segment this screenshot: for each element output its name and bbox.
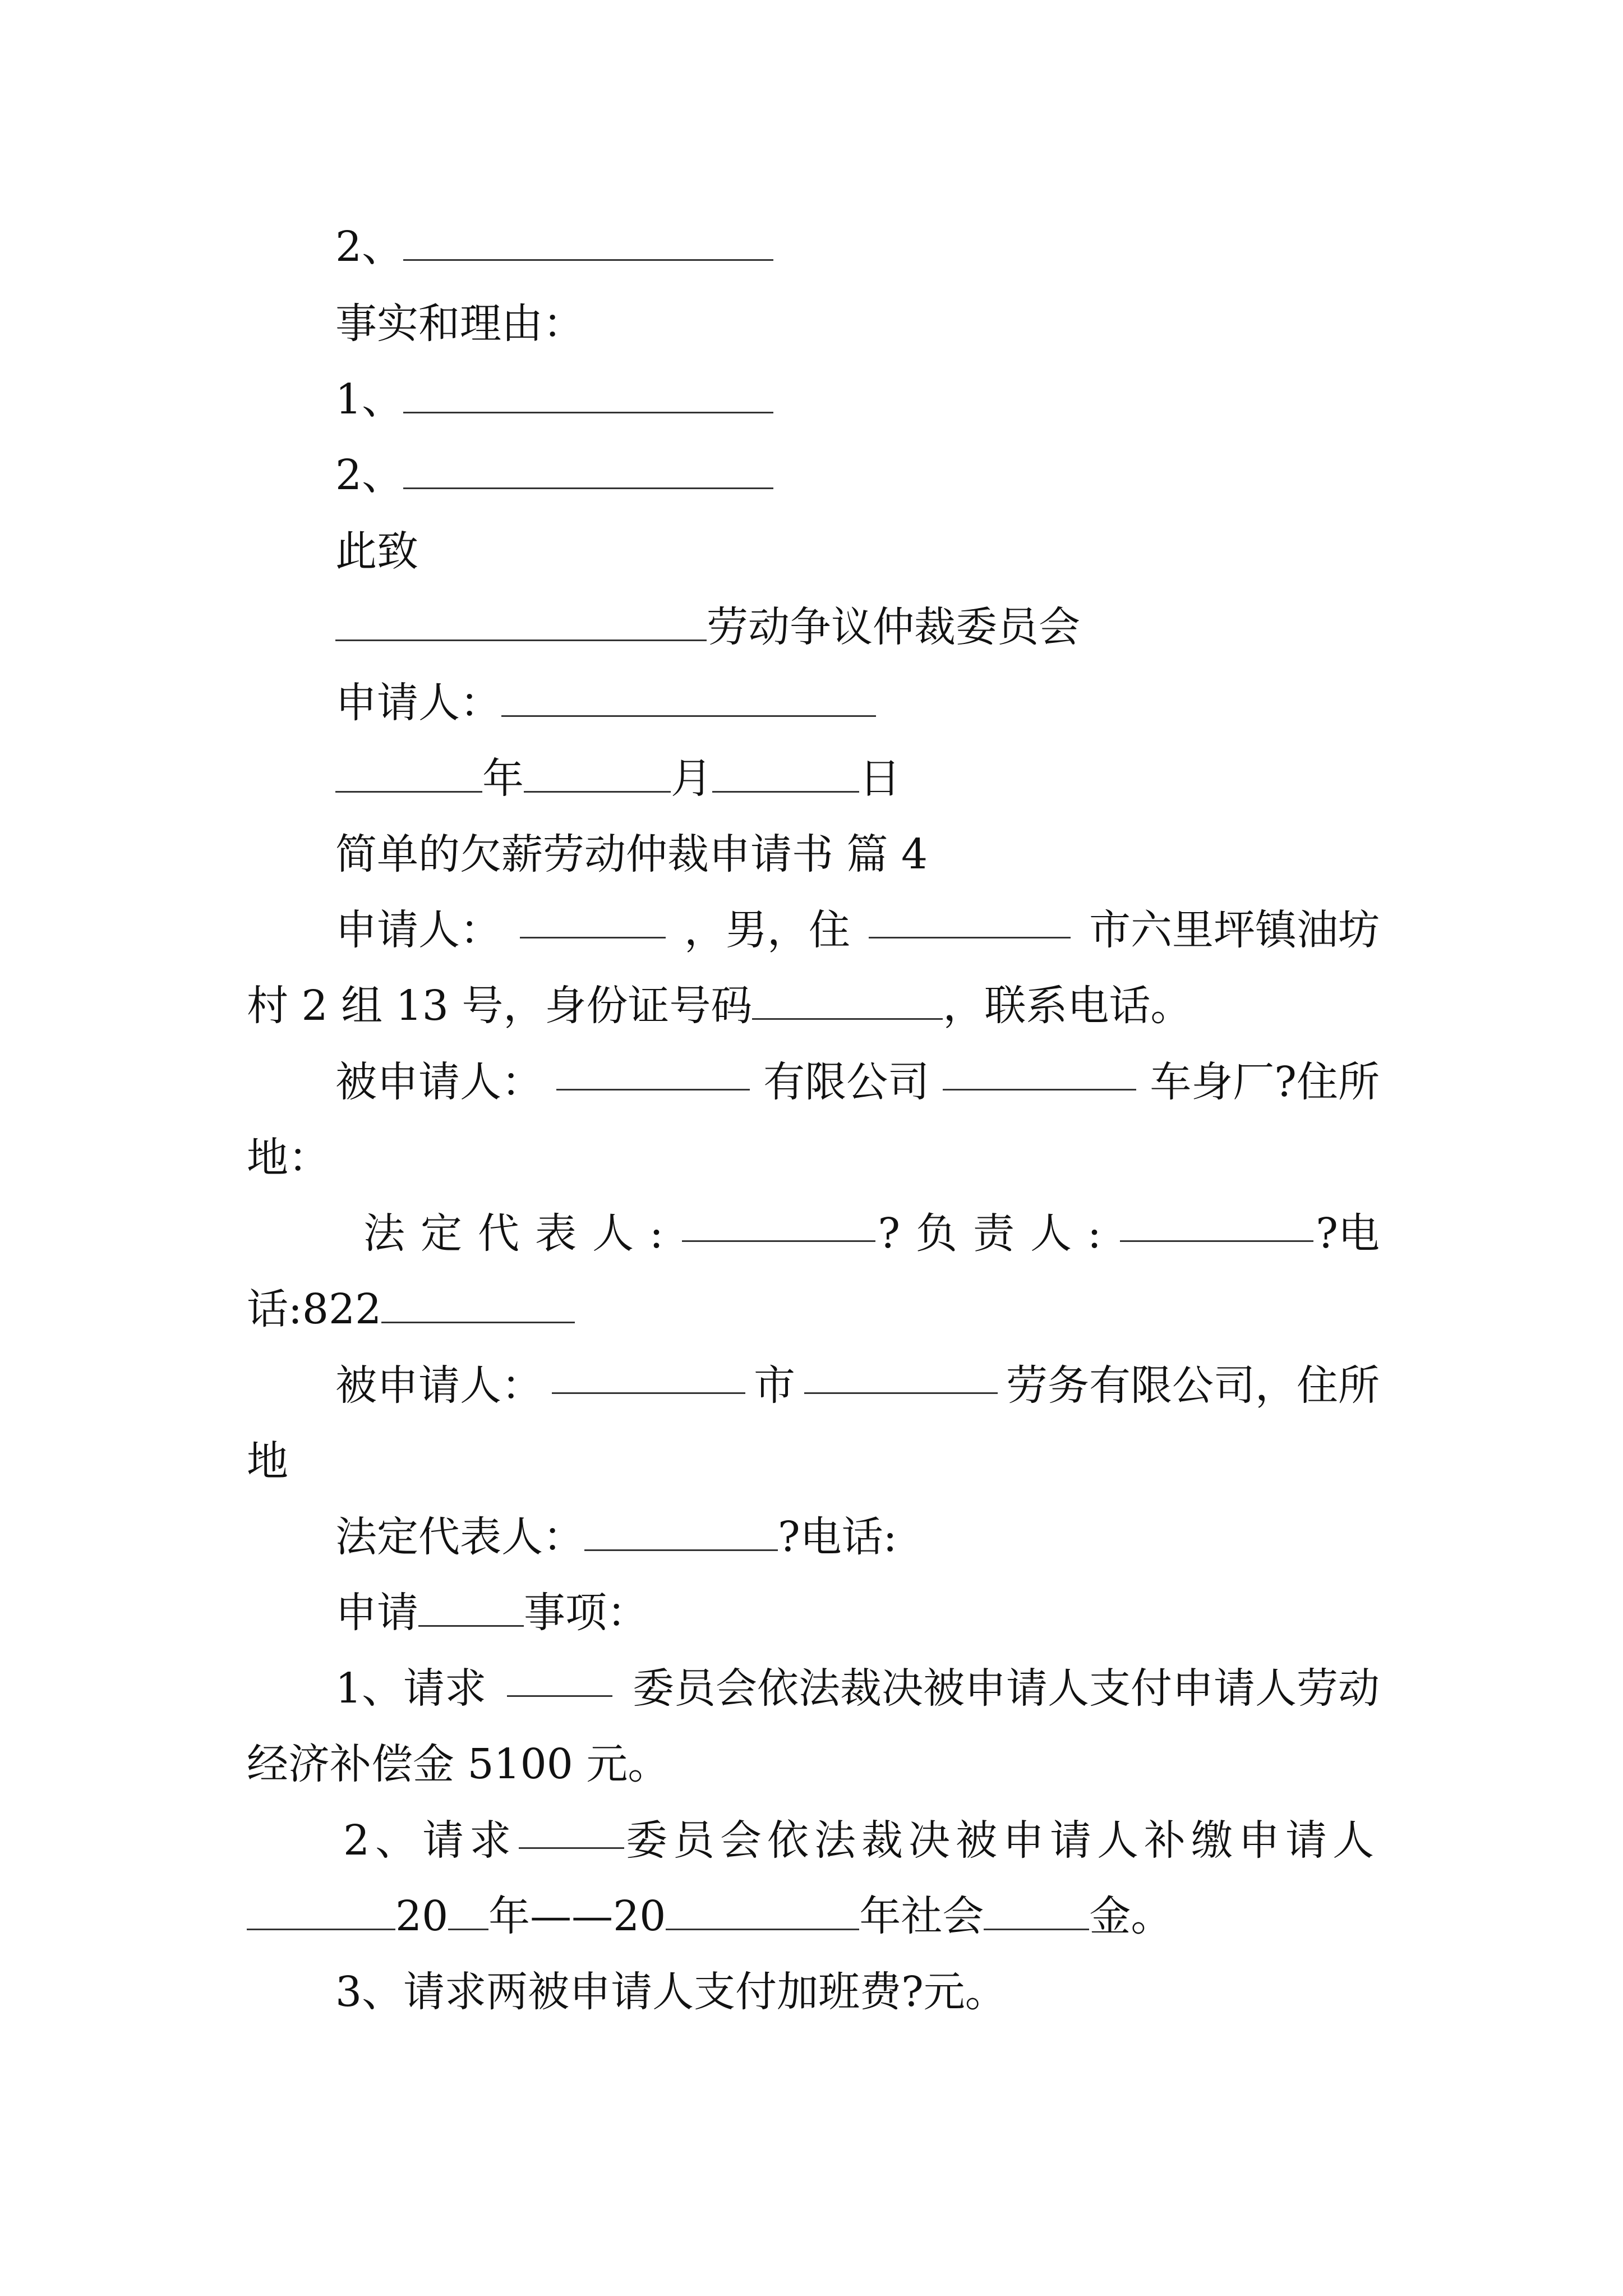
address-label: 地： <box>247 1134 330 1182</box>
request-item-1-line-2 <box>247 1733 1380 1795</box>
item-number: 1、 <box>335 375 404 424</box>
fill-blank <box>507 1658 612 1697</box>
fill-blank <box>403 222 773 261</box>
fill-blank <box>519 1810 624 1849</box>
legal-rep-line <box>363 1203 1380 1264</box>
phone-text: ，联系电话。 <box>943 982 1192 1030</box>
fill-blank <box>524 753 671 793</box>
applicant-label: 申请人： <box>335 906 501 954</box>
applicant-info-line <box>335 899 1380 961</box>
request-text: 2、请求 <box>343 1816 517 1865</box>
company-text: 有限公司 <box>763 1058 930 1106</box>
phone-text: 话:822 <box>247 1285 382 1333</box>
request-item-3 <box>335 1961 1468 2023</box>
request-detail: 经济补偿金 5100 元。 <box>247 1740 670 1788</box>
legal-rep-line-2 <box>335 1506 1468 1568</box>
address-label: 地 <box>247 1437 288 1485</box>
facts-heading <box>335 293 1468 355</box>
respondent-1-line <box>335 1051 1380 1113</box>
responsible-label: ?负责人: <box>878 1209 1117 1258</box>
fill-blank <box>682 1203 875 1242</box>
respondent-2-line <box>335 1355 1380 1416</box>
city-text: 市 <box>754 1361 795 1410</box>
fill-blank <box>804 1355 998 1394</box>
matters-label: 事项： <box>524 1589 648 1637</box>
social-text: 年社会 <box>859 1892 984 1940</box>
fact-item-1 <box>335 369 1468 430</box>
phone-line <box>247 1278 1380 1340</box>
section-title-text: 简单的欠薪劳动仲裁申请书 篇 4 <box>335 830 928 878</box>
fill-blank <box>403 450 773 489</box>
item-number: 2、 <box>335 223 404 271</box>
request-text: 1、请求 <box>335 1664 487 1713</box>
fact-item-2 <box>335 444 1468 506</box>
item-2-blank-line <box>335 216 1468 278</box>
salutation-text: 此致 <box>335 527 418 576</box>
day-label: 日 <box>859 754 901 803</box>
fill-blank <box>418 1588 524 1627</box>
fill-blank <box>869 899 1071 938</box>
month-label: 月 <box>671 754 712 803</box>
fill-blank <box>752 981 943 1020</box>
gender-address-text: ，男，住 <box>684 906 850 954</box>
phone-label: ?电话: <box>778 1513 897 1561</box>
fill-blank <box>335 602 707 641</box>
phone-label: ?电 <box>1316 1209 1380 1258</box>
fill-blank <box>712 753 859 793</box>
fill-blank <box>335 753 482 793</box>
request-label: 申请 <box>335 1589 418 1637</box>
year-from-text: 20 <box>395 1892 449 1940</box>
heading-text: 事实和理由： <box>335 300 584 348</box>
fund-text: 金。 <box>1089 1892 1173 1940</box>
fill-blank <box>666 1891 859 1930</box>
request-detail: 委员会依法裁决被申请人支付申请人劳动 <box>633 1664 1380 1713</box>
date-line <box>335 748 1468 809</box>
fill-blank <box>943 1051 1136 1091</box>
section-title <box>335 823 1468 885</box>
fill-blank <box>984 1891 1089 1930</box>
respondent-label: 被申请人： <box>335 1361 543 1410</box>
fill-blank <box>403 374 773 413</box>
respondent-1-line-2 <box>247 1127 1380 1189</box>
legal-rep-label: 法定代表人: <box>363 1209 679 1258</box>
request-item-1 <box>335 1658 1380 1719</box>
salutation <box>335 521 1468 582</box>
request-text: 3、请求两被申请人支付加班费?元。 <box>335 1968 1007 2016</box>
request-heading <box>335 1582 1468 1644</box>
fill-blank <box>584 1512 778 1551</box>
item-number: 2、 <box>335 451 404 499</box>
addressee-text: 劳动争议仲裁委员会 <box>707 603 1080 651</box>
fill-blank <box>381 1284 575 1323</box>
fill-blank <box>552 1355 745 1394</box>
respondent-2-line-2 <box>247 1430 1380 1492</box>
applicant-label: 申请人： <box>335 679 501 727</box>
factory-address-text: 车身厂?住所 <box>1150 1058 1380 1106</box>
fill-blank <box>247 1891 395 1930</box>
request-item-2 <box>343 1810 1380 1871</box>
respondent-label: 被申请人： <box>335 1058 543 1106</box>
addressee-line <box>335 596 1468 658</box>
year-label: 年 <box>482 754 524 803</box>
fill-blank <box>556 1051 750 1091</box>
year-range-text: 年——20 <box>488 1892 666 1940</box>
company-address-text: 劳务有限公司，住所 <box>1006 1361 1380 1410</box>
applicant-info-line-2 <box>247 975 1380 1037</box>
fill-blank <box>501 678 876 717</box>
fill-blank <box>1120 1203 1313 1242</box>
fill-blank <box>448 1891 488 1930</box>
request-detail: 委员会依法裁决被申请人补缴申请人 <box>626 1816 1380 1865</box>
applicant-signature-line <box>335 672 1468 734</box>
legal-rep-label: 法定代表人： <box>335 1513 584 1561</box>
address-text: 市六里坪镇油坊 <box>1089 906 1380 954</box>
fill-blank <box>520 899 666 938</box>
address-id-text: 村 2 组 13 号，身份证号码 <box>247 982 753 1030</box>
request-item-2-line-2 <box>247 1885 1380 1947</box>
